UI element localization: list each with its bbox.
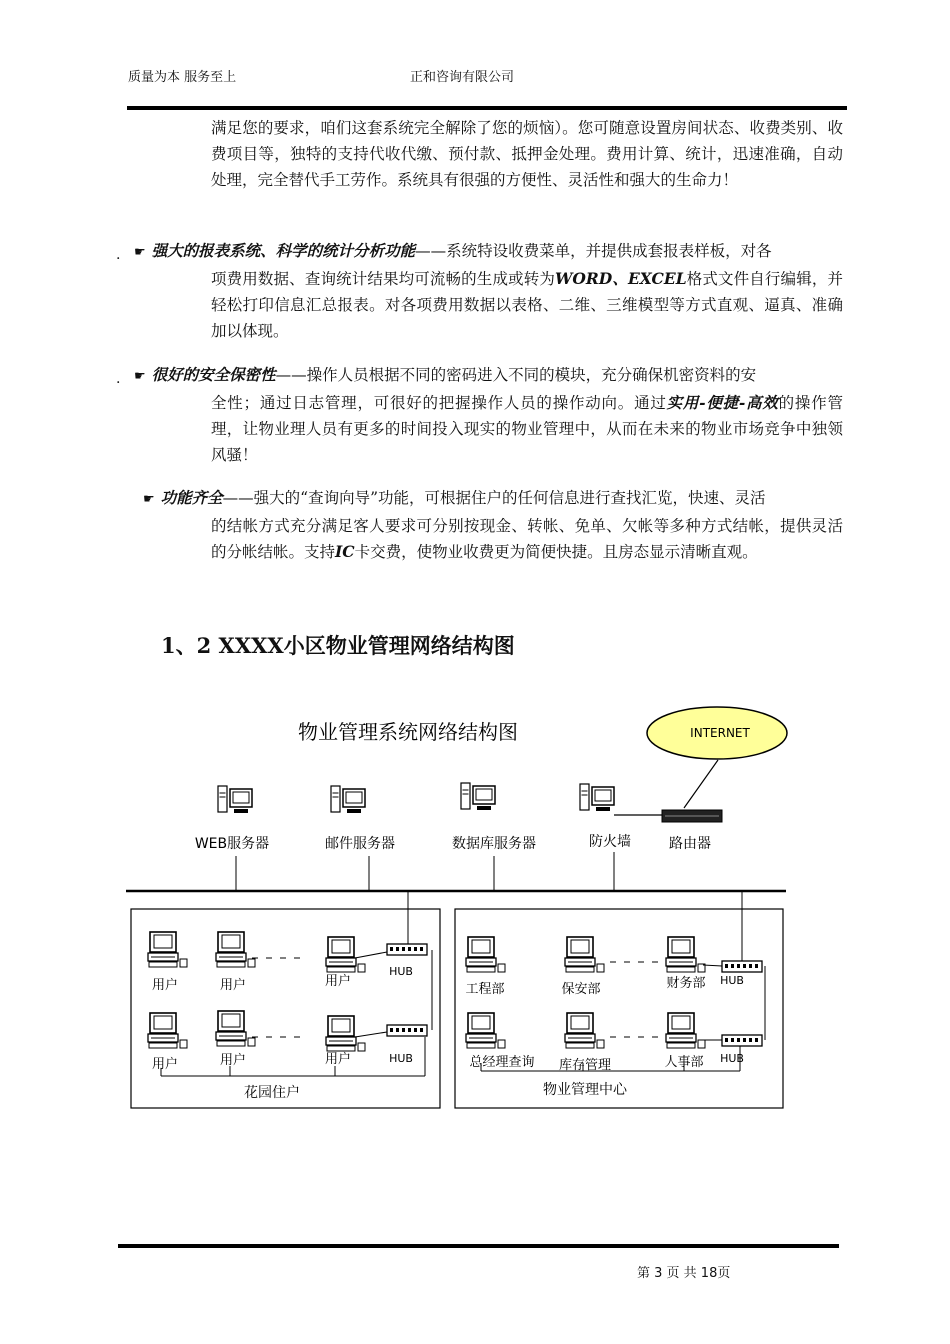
feature-title: 强大的报表系统、科学的统计分析功能 [151,241,416,260]
dept-label: 库存管理 [558,1058,612,1073]
internet-label: INTERNET [690,726,750,740]
router-label: 路由器 [669,836,711,852]
footer-rule [118,1244,839,1248]
firewall-icon [580,784,614,811]
dept-pc-icon [666,1013,705,1048]
dept-label: 保安部 [561,982,601,997]
web-server-icon [218,786,252,813]
user-label: 用户 [219,978,247,993]
hub-icon [387,1025,427,1036]
feature-keyword: IC [335,542,355,561]
header-left: 质量为本 服务至上 [128,70,237,85]
garden-residents-box [131,909,440,1108]
management-center-box [455,909,783,1108]
page-number: 第 3 页 共 18页 [637,1266,731,1281]
feature-keyword: 实用-便捷-高效 [666,393,779,412]
pointing-hand-icon: ☛ [143,492,155,507]
dept-label: 财务部 [666,976,706,991]
bullet-dot: . [116,247,121,263]
hub-label: HUB [389,1052,413,1065]
server-label: WEB服务器 [194,836,270,852]
feature-text: ——系统特设收费菜单，并提供成套报表样板，对各 [415,242,772,260]
feature-text: ——操作人员根据不同的密码进入不同的模块，充分确保机密资料的安 [275,366,757,384]
user-pc-icon [326,1016,365,1051]
user-pc-icon [148,1013,187,1048]
hub-label: HUB [720,974,744,987]
feature-text: 的结帐方式充分满足客人要求可分别按现金、转帐、免单、欠帐等多种方式结帐，提供灵活的分帐结帐。支持 [211,517,843,561]
user-label: 用户 [151,1057,179,1072]
user-pc-icon [216,932,255,967]
dept-pc-icon [565,937,604,972]
feature-text: 格式文件自行编辑，并轻松打印信息汇总报表。对各项费用数据以表格、二维、三维模型等方式直观、逼真、准确加以体现。 [211,270,843,340]
user-pc-icon [148,932,187,967]
feature-text: 的操作管理，让物业理人员有更多的时间投入现实的物业管理中，从而在未来的物业市场竞争中独领风骚！ [211,394,843,464]
group-label: 花园住户 [244,1085,300,1101]
user-label: 用户 [219,1053,247,1068]
dept-pc-icon [666,937,705,972]
group-label: 物业管理中心 [543,1082,627,1098]
feature-text: 项费用数据、查询统计结果均可流畅的生成或转为 [211,270,555,288]
database-server-icon [461,783,495,810]
router-icon [662,810,722,822]
user-pc-icon [326,937,365,972]
feature-title: 功能齐全 [160,488,223,507]
server-label: 数据库服务器 [452,836,536,852]
header-company: 正和咨询有限公司 [410,70,515,85]
user-label: 用户 [324,974,352,989]
hub-label: HUB [389,965,413,978]
server-label: 防火墙 [589,834,631,850]
hub-label: HUB [720,1052,744,1065]
pointing-hand-icon: ☛ [134,369,146,384]
user-pc-icon [216,1011,255,1046]
dept-pc-icon [565,1013,604,1048]
feature-text: ——强大的“查询向导”功能，可根据住户的任何信息进行查找汇览，快速、灵活 [222,489,766,507]
feature-text: 卡交费，使物业收费更为简便快捷。且房态显示清晰直观。 [354,543,758,561]
feature-text: 全性；通过日志管理，可很好的把握操作人员的操作动向。通过 [211,394,667,412]
dept-pc-icon [466,1013,505,1048]
user-label: 用户 [151,978,179,993]
diagram-title: 物业管理系统网络结构图 [298,720,518,744]
section-heading: 1、2 XXXX小区物业管理网络结构图 [161,633,515,658]
bullet-dot: . [116,371,121,387]
server-label: 邮件服务器 [325,836,395,852]
hub-icon [722,1035,762,1046]
feature-keyword: WORD、EXCEL [554,269,687,288]
intro-paragraph: 满足您的要求，咱们这套系统完全解除了您的烦恼）。您可随意设置房间状态、收费类别、收费项目等，独特的支持代收代缴、预付款、抵押金处理。费用计算、统计，迅速准确，自动处理，完全替代手工劳作。系统具有很强的方便性、灵活性和强大的生命力！ [211,119,843,189]
pointing-hand-icon: ☛ [134,245,146,260]
dept-label: 工程部 [465,982,505,997]
hub-icon [387,944,427,955]
user-label: 用户 [324,1052,352,1067]
hub-icon [722,961,762,972]
feature-title: 很好的安全保密性 [151,365,276,384]
dept-label: 人事部 [664,1055,704,1070]
mail-server-icon [331,786,365,813]
dept-label: 总经理查询 [469,1055,535,1070]
dept-pc-icon [466,937,505,972]
